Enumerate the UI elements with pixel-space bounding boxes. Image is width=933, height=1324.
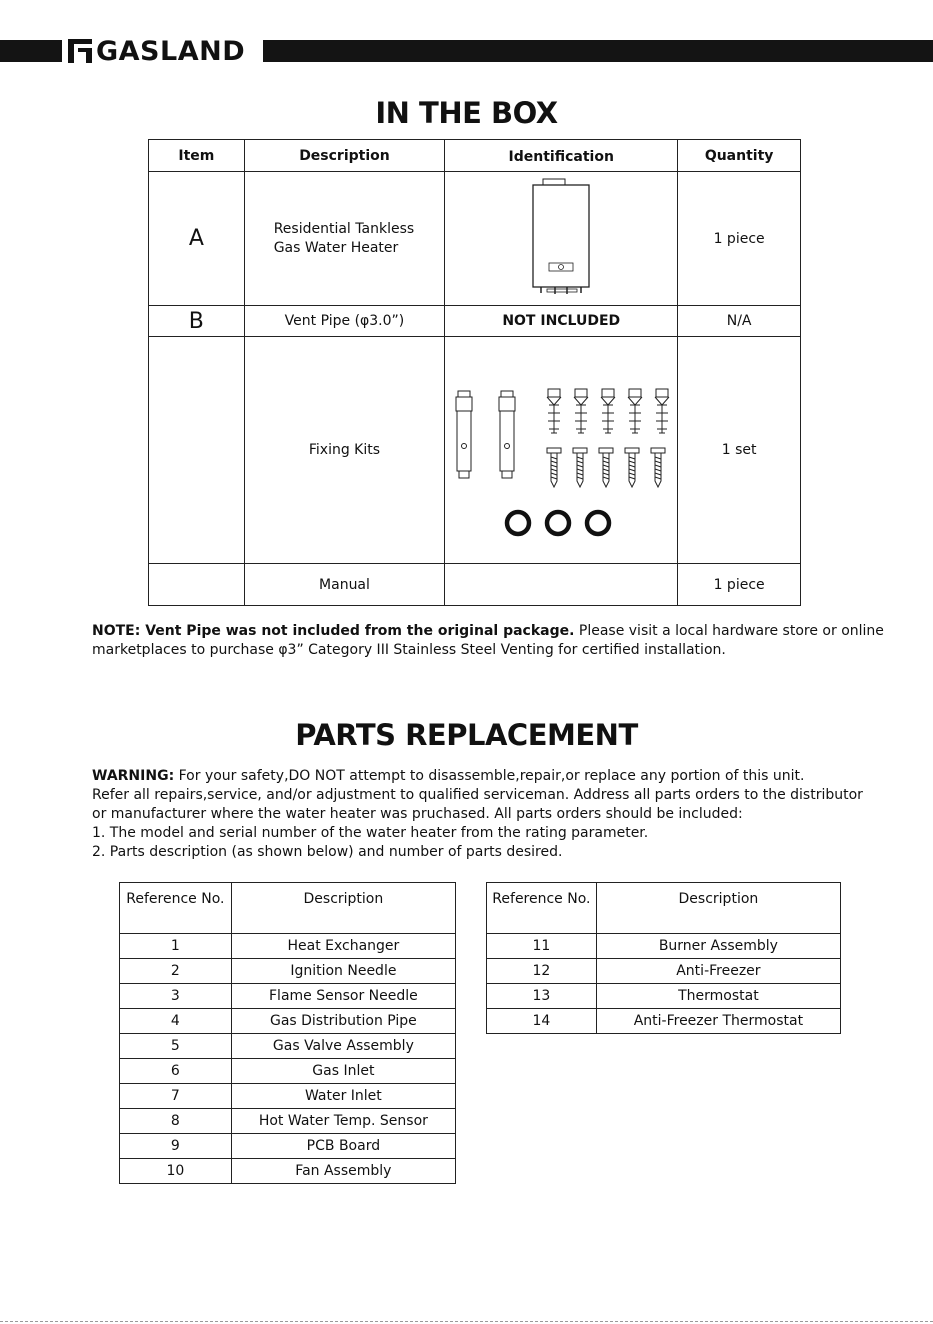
header-band-right (263, 40, 933, 62)
table-row (120, 1009, 456, 1034)
header-description: Description (231, 883, 455, 934)
part-desc: Thermostat (596, 984, 840, 1009)
part-ref: 8 (120, 1109, 232, 1134)
header-identification: Identification (445, 140, 678, 172)
parts-table-left (119, 882, 456, 1184)
header-description: Description (244, 140, 445, 172)
parts-header-row (120, 883, 456, 934)
item-description: Fixing Kits (244, 337, 445, 564)
header-description: Description (596, 883, 840, 934)
part-desc: Flame Sensor Needle (231, 984, 455, 1009)
header-quantity: Quantity (678, 140, 801, 172)
item-letter (149, 564, 245, 606)
part-desc: Gas Valve Assembly (231, 1034, 455, 1059)
table-row (149, 337, 801, 564)
item-description (244, 172, 445, 306)
water-heater-illustration (445, 172, 678, 306)
header-reference-no: Reference No. (487, 883, 597, 934)
warning-line: 1. The model and serial number of the water heater from the rating parameter. (92, 825, 649, 841)
table-row (120, 1084, 456, 1109)
part-desc: Gas Distribution Pipe (231, 1009, 455, 1034)
part-desc: Hot Water Temp. Sensor (231, 1109, 455, 1134)
table-row (120, 984, 456, 1009)
item-quantity: 1 set (678, 337, 801, 564)
in-the-box-title: IN THE BOX (375, 96, 558, 130)
table-row (149, 172, 801, 306)
brand-name: GASLAND (96, 35, 246, 67)
item-letter: A (149, 172, 245, 306)
warning-line: Refer all repairs,service, and/or adjustment to qualified serviceman. Address all parts orders to the distributor (92, 787, 863, 803)
part-ref: 1 (120, 934, 232, 959)
note-text: Please visit a local hardware store or online (574, 623, 884, 639)
table-header-row (149, 140, 801, 172)
table-row (120, 1134, 456, 1159)
item-letter: B (149, 306, 245, 337)
item-identification: NOT INCLUDED (445, 306, 678, 337)
warning-line: 2. Parts description (as shown below) and number of parts desired. (92, 844, 563, 860)
item-quantity: 1 piece (678, 172, 801, 306)
part-ref: 7 (120, 1084, 232, 1109)
part-desc: Heat Exchanger (231, 934, 455, 959)
part-desc: Burner Assembly (596, 934, 840, 959)
part-ref: 13 (487, 984, 597, 1009)
table-row (487, 1009, 841, 1034)
item-description: Manual (244, 564, 445, 606)
header-band-left (0, 40, 62, 62)
table-row (120, 959, 456, 984)
table-row (120, 1059, 456, 1084)
part-desc: Water Inlet (231, 1084, 455, 1109)
part-desc: Anti-Freezer (596, 959, 840, 984)
note-text: marketplaces to purchase φ3” Category III Stainless Steel Venting for certified installation. (92, 642, 726, 658)
part-ref: 12 (487, 959, 597, 984)
part-desc: PCB Board (231, 1134, 455, 1159)
water-heater-icon (521, 177, 601, 297)
part-ref: 5 (120, 1034, 232, 1059)
header-item: Item (149, 140, 245, 172)
table-row (149, 306, 801, 337)
description-line: Residential Tankless (273, 220, 415, 237)
item-quantity: N/A (678, 306, 801, 337)
parts-table-right (486, 882, 841, 1034)
warning-label: WARNING: (92, 768, 175, 784)
brand-logo (68, 34, 245, 68)
item-identification (445, 564, 678, 606)
header-reference-no: Reference No. (120, 883, 232, 934)
table-row (487, 984, 841, 1009)
table-row (120, 934, 456, 959)
part-desc: Anti-Freezer Thermostat (596, 1009, 840, 1034)
part-desc: Fan Assembly (231, 1159, 455, 1184)
warning-text (92, 767, 862, 862)
table-row (149, 564, 801, 606)
part-ref: 3 (120, 984, 232, 1009)
part-desc: Gas Inlet (231, 1059, 455, 1084)
note-label: NOTE: Vent Pipe was not included from the original package. (92, 623, 575, 639)
parts-header-row (487, 883, 841, 934)
table-row (487, 934, 841, 959)
gasland-logo-icon (68, 39, 92, 63)
part-ref: 10 (120, 1159, 232, 1184)
table-row (487, 959, 841, 984)
fixing-kits-illustration (445, 337, 678, 564)
fixing-kits-icon (445, 353, 677, 543)
warning-line: or manufacturer where the water heater was pruchased. All parts orders should be included: (92, 806, 743, 822)
item-description: Vent Pipe (φ3.0”) (244, 306, 445, 337)
parts-replacement-title: PARTS REPLACEMENT (295, 718, 638, 752)
vent-pipe-note (92, 622, 884, 660)
page-bottom-dashed-line (0, 1321, 933, 1322)
warning-line: For your safety,DO NOT attempt to disassemble,repair,or replace any portion of this unit. (174, 768, 805, 784)
part-ref: 9 (120, 1134, 232, 1159)
in-the-box-table (148, 139, 801, 606)
part-ref: 11 (487, 934, 597, 959)
part-desc: Ignition Needle (231, 959, 455, 984)
part-ref: 14 (487, 1009, 597, 1034)
table-row (120, 1109, 456, 1134)
item-letter (149, 337, 245, 564)
part-ref: 4 (120, 1009, 232, 1034)
part-ref: 2 (120, 959, 232, 984)
table-row (120, 1159, 456, 1184)
description-line: Gas Water Heater (273, 239, 399, 256)
table-row (120, 1034, 456, 1059)
part-ref: 6 (120, 1059, 232, 1084)
item-quantity: 1 piece (678, 564, 801, 606)
